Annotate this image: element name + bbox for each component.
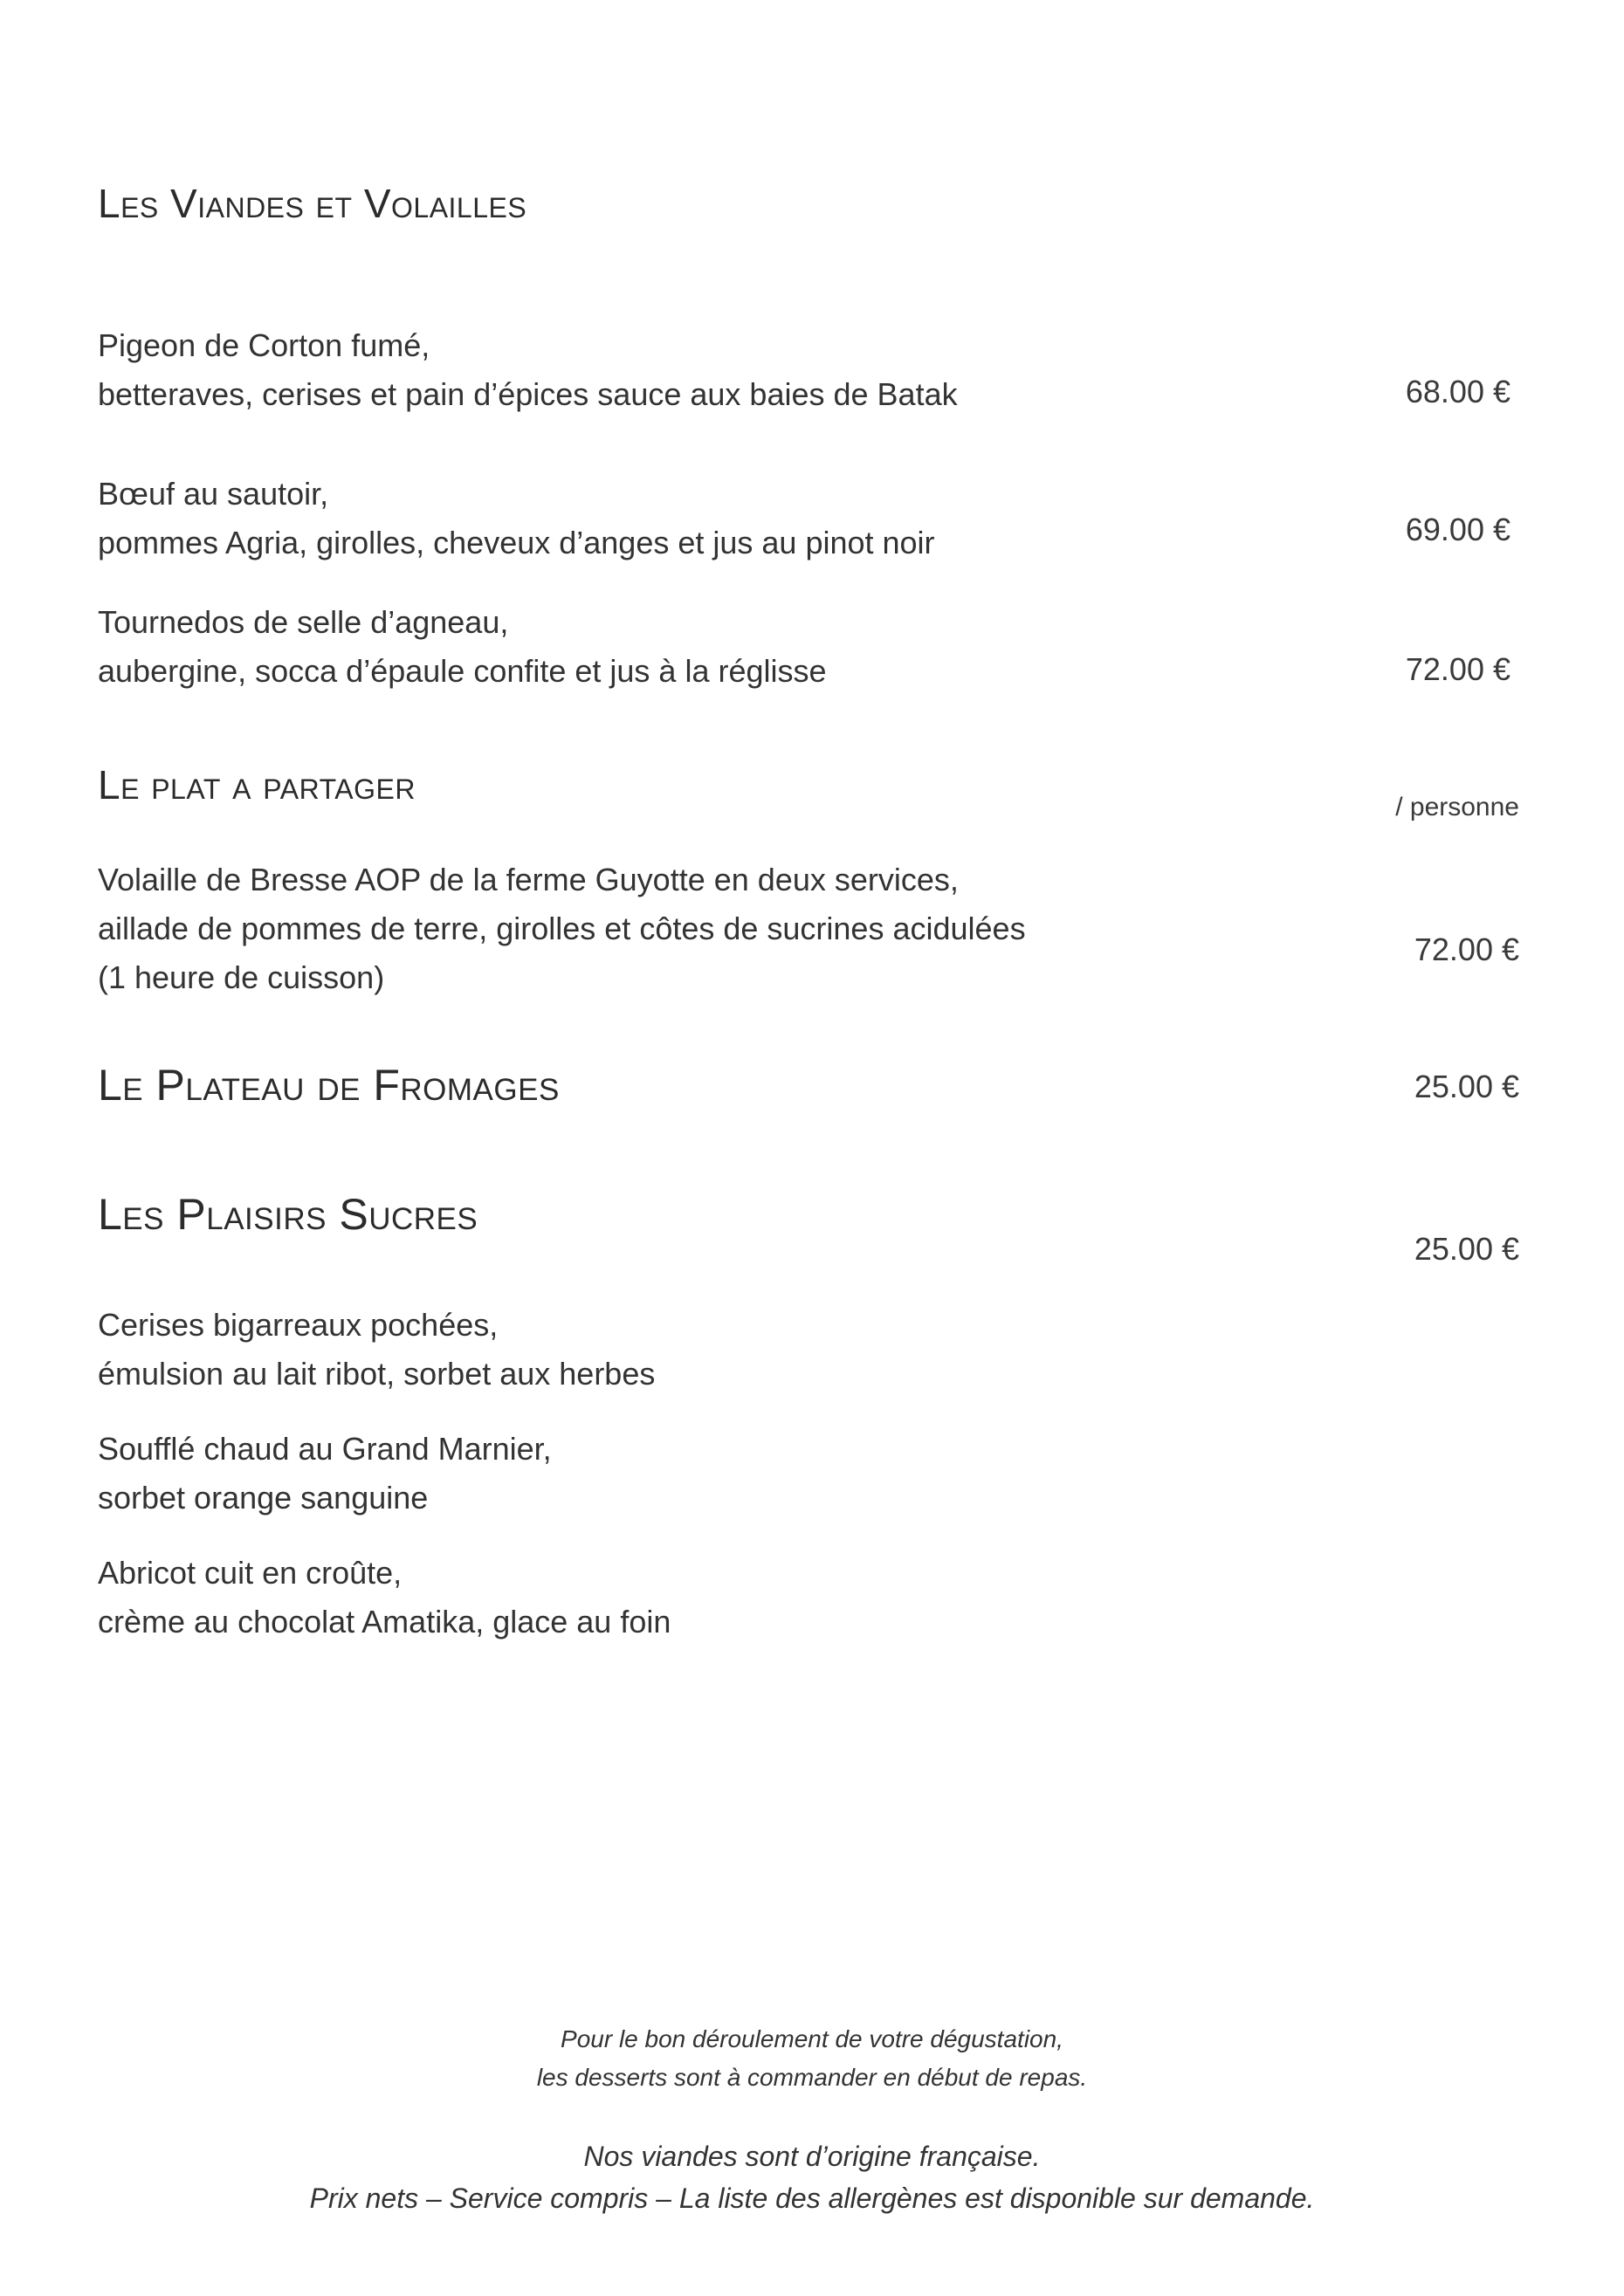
dish-cooking-time-volaille: (1 heure de cuisson) [98, 959, 385, 995]
dessert-description-abricot: crème au chocolat Amatika, glace au foin [98, 1604, 671, 1640]
price-unit-personne: / personne [1395, 793, 1519, 821]
dish-name-boeuf: Bœuf au sautoir, [98, 476, 329, 512]
dish-name-pigeon: Pigeon de Corton fumé, [98, 327, 430, 363]
dessert-name-cerises: Cerises bigarreaux pochées, [98, 1307, 499, 1343]
section-title-viandes: Les Viandes et Volailles [98, 181, 527, 226]
dish-price-boeuf: 69.00 € [1405, 512, 1510, 547]
dessert-name-souffle: Soufflé chaud au Grand Marnier, [98, 1431, 552, 1467]
footer-note-line2: les desserts sont à commander en début de repas. [536, 2064, 1088, 2091]
dish-price-volaille: 72.00 € [1414, 931, 1519, 967]
footer-origin: Nos viandes sont d’origine française. [583, 2141, 1041, 2172]
dessert-description-cerises: émulsion au lait ribot, sorbet aux herbes [98, 1356, 656, 1392]
footer-legal: Prix nets – Service compris – La liste des allergènes est disponible sur demande. [309, 2183, 1315, 2214]
dish-description-pigeon: betteraves, cerises et pain d’épices sauce aux baies de Batak [98, 376, 958, 412]
section-title-partager: Le plat a partager [98, 762, 416, 808]
dish-description-volaille: aillade de pommes de terre, girolles et côtes de sucrines acidulées [98, 911, 1026, 946]
desserts-price: 25.00 € [1414, 1231, 1519, 1267]
section-title-fromages: Le Plateau de Fromages [98, 1061, 560, 1110]
footer-note-line1: Pour le bon déroulement de votre dégustation, [561, 2025, 1063, 2052]
fromages-price: 25.00 € [1414, 1069, 1519, 1104]
dish-description-boeuf: pommes Agria, girolles, cheveux d’anges et jus au pinot noir [98, 525, 935, 560]
dessert-description-souffle: sorbet orange sanguine [98, 1480, 429, 1516]
dish-name-volaille: Volaille de Bresse AOP de la ferme Guyotte en deux services, [98, 862, 959, 897]
dish-price-agneau: 72.00 € [1405, 651, 1510, 687]
dish-price-pigeon: 68.00 € [1405, 374, 1510, 409]
dish-name-agneau: Tournedos de selle d’agneau, [98, 604, 509, 640]
section-title-desserts: Les Plaisirs Sucres [98, 1190, 478, 1239]
dessert-name-abricot: Abricot cuit en croûte, [98, 1555, 403, 1591]
dish-description-agneau: aubergine, socca d’épaule confite et jus à la réglisse [98, 653, 827, 689]
